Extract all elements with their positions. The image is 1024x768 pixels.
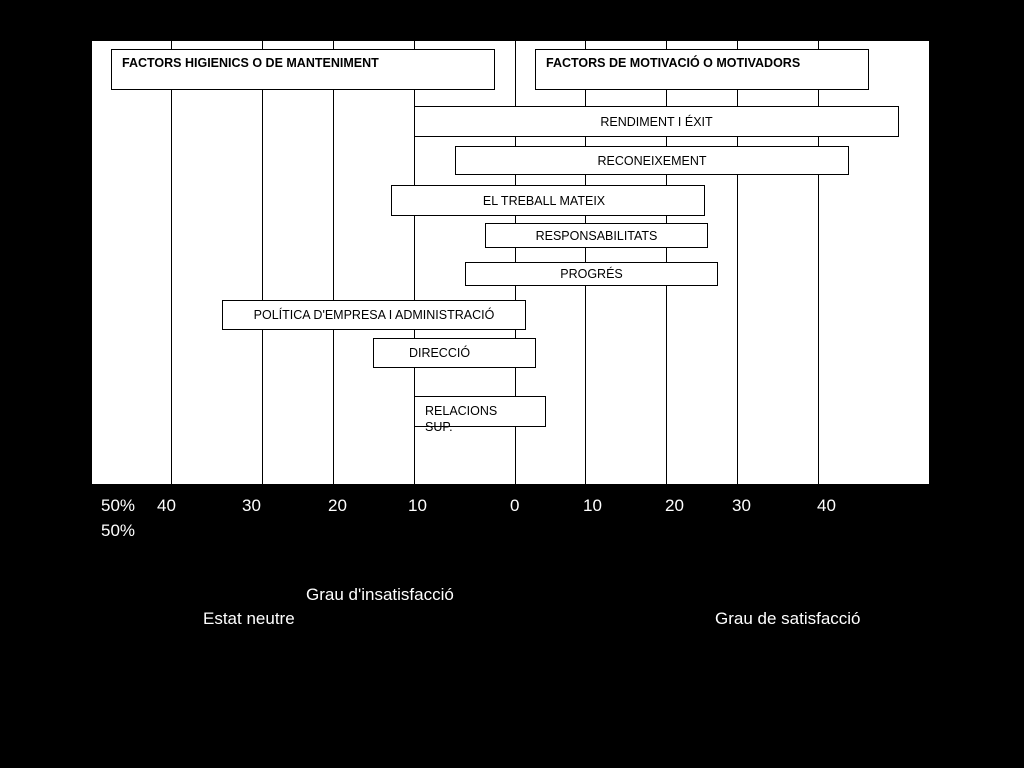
axis-tick-label: 40 [157,496,176,515]
neutral-state-caption: Estat neutre [203,609,295,628]
factor-label: RESPONSABILITATS [535,228,658,243]
grid-line [262,41,263,484]
axis-tick-label: 0 [510,496,520,515]
factor-label: DIRECCIÓ [408,346,471,360]
factor-label: RENDIMENT I ÉXIT [600,114,713,129]
factor-label: POLÍTICA D'EMPRESA I ADMINISTRACIÓ [253,308,495,322]
satisfaction-caption: Grau de satisfacció [715,609,861,628]
axis-tick-label: 10 [408,496,427,515]
axis-tick-label: 20 [328,496,347,515]
grid-line [333,41,334,484]
axis-tick-label: 30 [242,496,261,515]
factor-bar-company-policy [222,300,526,330]
grid-line [171,41,172,484]
factor-bar-progress [465,262,718,286]
dissatisfaction-caption: Grau d'insatisfacció [306,585,454,604]
factor-bar-work-itself [391,185,705,216]
factor-bar-achievement [414,106,899,137]
motivation-factors-header-label: FACTORS DE MOTIVACIÓ O MOTIVADORS [546,56,801,70]
factor-label: RECONEIXEMENT [597,153,707,168]
factor-label: PROGRÉS [560,267,623,281]
axis-left-end-label-second: 50% [101,521,136,540]
factor-bar-recognition [455,146,849,175]
factor-bar-responsibility [485,223,708,248]
factor-bar-relations [414,396,546,434]
axis-tick-label: 40 [817,496,836,515]
axis-tick-label: 10 [583,496,602,515]
hygiene-factors-header [111,49,495,90]
factor-label: EL TREBALL MATEIX [482,193,606,208]
motivation-factors-header [535,49,869,90]
axis-tick-label: 20 [665,496,684,515]
axis-left-end-label: 50% [101,496,136,515]
axis-tick-label: 30 [732,496,751,515]
factor-label: RELACIONS SUP. [425,404,498,434]
hygiene-factors-header-label: FACTORS HIGIENICS O DE MANTENIMENT [122,56,379,70]
factor-bar-supervision [373,338,536,368]
